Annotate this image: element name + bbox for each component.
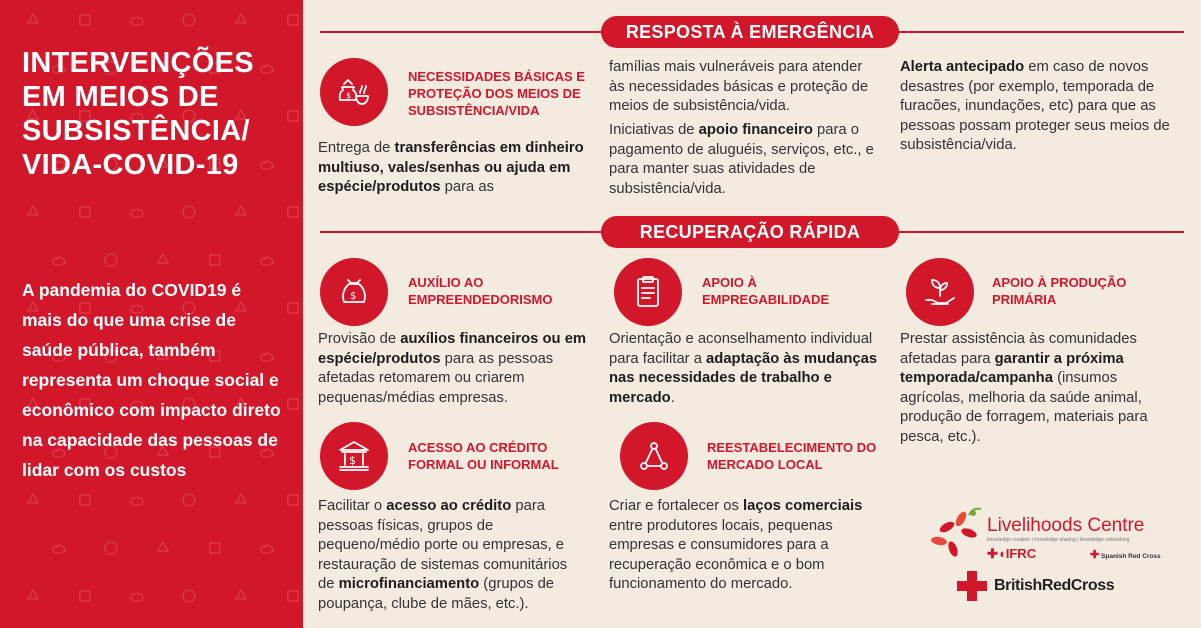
pattern-icon xyxy=(236,14,246,23)
bank-segment: microfinanciamento xyxy=(338,576,480,592)
ifrc-cross-icon: ✚◖ xyxy=(987,546,1006,561)
pattern-icon xyxy=(80,15,90,25)
early-warning-text xyxy=(900,58,1180,156)
bank-title: ACESSO AO CRÉDITO FORMAL OU INFORMAL xyxy=(408,440,559,472)
plant-hand-icon xyxy=(906,258,974,326)
partner-logos xyxy=(925,505,1185,615)
spanish-rc-logo: ✚ Spanish Red Cross xyxy=(1090,549,1161,561)
basic-needs-text xyxy=(318,139,586,198)
bank-segment: acesso ao crédito xyxy=(386,498,512,514)
pattern-icon xyxy=(210,255,220,265)
network-title: REESTABELECIMENTO DO MERCADO LOCAL xyxy=(707,440,877,472)
british-red-cross-icon xyxy=(957,571,987,601)
plant-hand-text xyxy=(900,330,1182,447)
pattern-icon xyxy=(236,590,246,599)
pattern-icon xyxy=(158,254,168,263)
basic-needs-segment: transferências em dinheiro multiuso, vales/senhas ou ajuda em espécie/produtos xyxy=(318,140,584,195)
money-bag-title: AUXÍLIO AO EMPREENDEDORISMO xyxy=(408,275,553,307)
pattern-icon xyxy=(288,15,298,25)
plant-hand-segment: (insumos agrícolas, melhoria da saúde animal, produção de forragem, materiais para pesca, etc.). xyxy=(900,370,1148,445)
basic-needs-segment: Entrega de xyxy=(318,140,395,156)
clipboard-icon xyxy=(614,258,682,326)
basic-needs-continued: famílias mais vulneráveis para atender às necessidades básicas e proteção de meios de subsistência/vida. xyxy=(609,59,869,114)
money-bag-text xyxy=(318,330,598,408)
pattern-icon xyxy=(28,590,38,599)
pattern-icon xyxy=(210,543,220,553)
pattern-icon xyxy=(261,258,273,266)
money-bowl-icon xyxy=(320,58,388,126)
pattern-icon xyxy=(131,210,143,218)
livelihoods-logo-text: Livelihoods Centre xyxy=(987,515,1145,536)
pattern-icon xyxy=(288,399,298,409)
pattern-icon xyxy=(105,542,117,554)
money-bag-segment: auxílios financeiros ou em espécie/produtos xyxy=(318,331,587,367)
plant-hand-segment: garantir a próxima temporada/campanha xyxy=(900,350,1124,386)
bank-segment: Facilitar o xyxy=(318,498,387,514)
basic-needs-title: NECESSIDADES BÁSICAS E PROTEÇÃO DOS MEIOS DE SUBSISTÊNCIA/VIDA xyxy=(408,69,585,118)
pattern-icon xyxy=(183,14,195,26)
network-icon xyxy=(620,422,688,490)
pattern-icon xyxy=(288,303,298,313)
pattern-icon xyxy=(288,495,298,505)
emergency-section-label: RESPOSTA À EMERGÊNCIA xyxy=(601,16,899,48)
ifrc-logo: ✚◖IFRC xyxy=(987,546,1037,561)
pattern-icon xyxy=(131,18,143,26)
svg-text:$: $ xyxy=(346,91,352,100)
network-text xyxy=(609,497,881,595)
financial-support-segment: Iniciativas de xyxy=(609,122,699,138)
financial-support-text xyxy=(609,121,881,199)
livelihoods-tagline: knowledge creation | knowledge sharing | knowledge networking xyxy=(987,537,1130,543)
pattern-icon xyxy=(236,206,246,215)
pattern-icon xyxy=(183,590,195,602)
clipboard-segment: Orientação e aconselhamento individual para facilitar a xyxy=(609,331,873,367)
plant-hand-title: APOIO À PRODUÇÃO PRIMÁRIA xyxy=(992,275,1127,307)
pattern-icon xyxy=(288,207,298,217)
money-bag-segment: para as pessoas afetadas retomarem ou criarem pequenas/médias empresas. xyxy=(318,350,554,406)
pattern-icon xyxy=(288,591,298,601)
basic-needs-segment: para as xyxy=(440,179,494,195)
recovery-section-label: RECUPERAÇÃO RÁPIDA xyxy=(601,216,899,248)
bank-segment: para pessoas físicas, grupos de pequeno/médio porte ou empresas, e restauração de sistemas comunitários de xyxy=(318,498,568,592)
money-bag-segment: Provisão de xyxy=(318,331,401,347)
pattern-icon xyxy=(53,258,65,266)
pattern-icon xyxy=(131,498,143,506)
clipboard-title: APOIO À EMPREGABILIDADE xyxy=(702,275,830,307)
financial-support-segment: apoio financeiro xyxy=(698,122,813,138)
clipboard-segment: adaptação às mudanças nas necessidades de trabalho e mercado xyxy=(609,350,878,406)
livelihoods-logo-icon xyxy=(930,509,981,558)
red-cross-small-icon: ✚ xyxy=(1090,549,1100,561)
pattern-icon xyxy=(80,207,90,217)
svg-text:$: $ xyxy=(350,291,357,302)
network-segment: laços comerciais xyxy=(743,498,863,514)
british-rc-logo: BritishRedCross xyxy=(957,571,1114,601)
pattern-icon xyxy=(158,542,168,551)
clipboard-segment: . xyxy=(670,389,675,406)
pattern-icon xyxy=(183,206,195,218)
pattern-icon xyxy=(80,495,90,505)
early-warning-segment: Alerta antecipado xyxy=(900,59,1025,75)
bank-segment: (grupos de poupança, clube de mães, etc.). xyxy=(318,576,555,612)
bank-text xyxy=(318,497,586,614)
pattern-icon xyxy=(53,546,65,554)
pattern-icon xyxy=(261,546,273,554)
intro-text: A pandemia do COVID19 é mais do que uma crise de saúde pública, também representa um choque social e econômico com impacto direto na capacidade das pessoas de lidar com os custos xyxy=(22,280,281,480)
left-panel xyxy=(0,0,303,628)
pattern-icon xyxy=(28,206,38,215)
page-title: INTERVENÇÕES EM MEIOS DE SUBSISTÊNCIA/ VIDA-COVID-19 xyxy=(22,47,254,181)
network-segment: entre produtores locais, pequenas empresas e consumidores para a recuperação econômica e o bom funcionamento do mercado. xyxy=(609,517,833,592)
money-bag-icon xyxy=(320,258,388,326)
clipboard-text xyxy=(609,330,889,408)
pattern-icon xyxy=(80,591,90,601)
svg-text:$: $ xyxy=(349,454,356,467)
pattern-icon xyxy=(28,494,38,503)
financial-support-segment: para o pagamento de aluguéis, serviços, etc., e para manter suas atividades de subsistência/vida. xyxy=(609,122,874,197)
early-warning-segment: em caso de novos desastres (por exemplo, temporada de furacões, inundações, etc) para que as pessoas possam proteger seus meios de subsistência/vida. xyxy=(900,59,1170,153)
pattern-icon xyxy=(131,594,143,602)
pattern-icon xyxy=(28,14,38,23)
pattern-icon xyxy=(236,494,246,503)
bank-icon xyxy=(320,422,388,490)
plant-hand-segment: Prestar assistência às comunidades afetadas para xyxy=(900,331,1137,367)
network-segment: Criar e fortalecer os xyxy=(609,498,744,514)
pattern-icon xyxy=(183,494,195,506)
pattern-icon xyxy=(105,254,117,266)
